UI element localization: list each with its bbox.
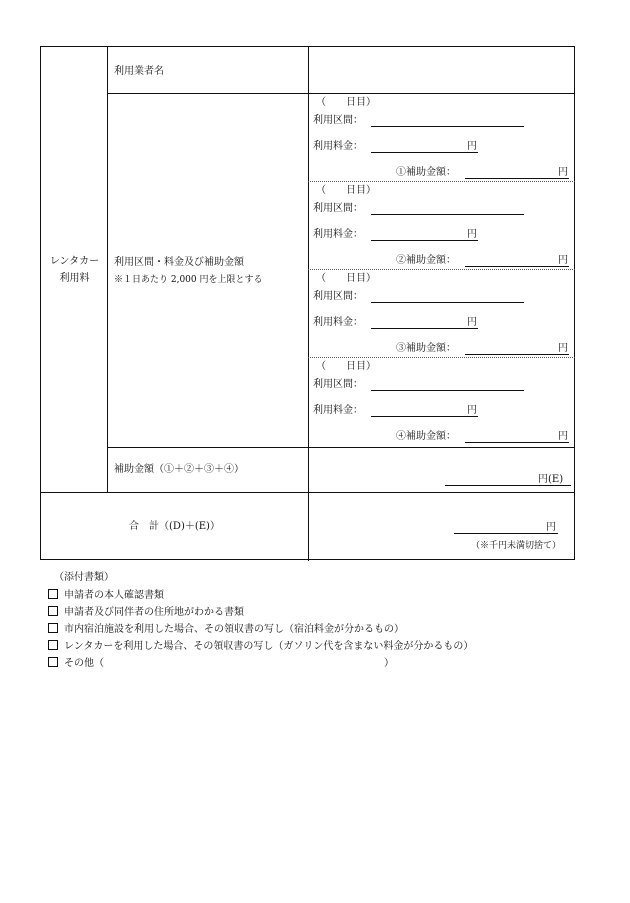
category-label-line1: レンタカー [49, 256, 100, 267]
route-input-line[interactable] [371, 390, 524, 391]
route-input-line[interactable] [371, 214, 524, 215]
subsidy-input-line[interactable] [465, 442, 569, 443]
row-divider-total [41, 492, 575, 493]
category-label [41, 253, 108, 287]
route-label: 利用区間： [313, 379, 363, 390]
day-divider-1 [308, 181, 575, 182]
subtotal-unit: 円(E) [538, 474, 564, 485]
section-label: 利用区間・料金及び補助金額 [114, 257, 244, 268]
subsidy-input-line[interactable] [465, 178, 569, 179]
subsidy-label: ②補助金額： [396, 255, 456, 266]
attachment-item-label: 申請者の本人確認書類 [64, 590, 164, 601]
value-column-divider [308, 47, 309, 561]
fare-unit: 円 [467, 317, 477, 328]
subsidy-label: ④補助金額： [396, 431, 456, 442]
route-label: 利用区間： [313, 115, 363, 126]
attachment-item-label: その他（ ） [64, 658, 394, 669]
day-label: （ 日目） [316, 97, 376, 108]
total-label: 合 計（(D)＋(E)） [129, 521, 220, 532]
attachment-item[interactable] [48, 623, 404, 636]
fare-unit: 円 [467, 229, 477, 240]
checkbox[interactable] [48, 640, 58, 650]
category-label-line2: 利用料 [59, 273, 90, 284]
route-label: 利用区間： [313, 291, 363, 302]
subsidy-label: ③補助金額： [396, 343, 456, 354]
fare-label: 利用料金： [313, 229, 363, 240]
fare-unit: 円 [467, 141, 477, 152]
checkbox[interactable] [48, 606, 58, 616]
route-input-line[interactable] [371, 126, 524, 127]
attachments-heading: （添付書類） [54, 572, 114, 583]
operator-input[interactable] [309, 48, 574, 92]
subsidy-unit: 円 [558, 255, 568, 266]
attachment-item[interactable] [48, 657, 394, 670]
row-divider-subtotal [107, 447, 575, 448]
day-label: （ 日目） [316, 361, 376, 372]
fare-label: 利用料金： [313, 141, 363, 152]
day-label: （ 日目） [316, 185, 376, 196]
fare-label: 利用料金： [313, 405, 363, 416]
attachment-item-label: 申請者及び同伴者の住所地がわかる書類 [64, 607, 244, 618]
checkbox[interactable] [48, 623, 58, 633]
attachment-item[interactable] [48, 589, 164, 602]
subsidy-unit: 円 [558, 343, 568, 354]
checkbox[interactable] [48, 657, 58, 667]
day-label: （ 日目） [316, 273, 376, 284]
subsidy-input-line[interactable] [465, 266, 569, 267]
attachment-item[interactable] [48, 606, 244, 619]
day-divider-2 [308, 269, 575, 270]
rental-car-form-table [40, 46, 575, 560]
attachment-item-label: 市内宿泊施設を利用した場合、その領収書の写し（宿泊料金が分かるもの） [64, 624, 404, 635]
operator-label: 利用業者名 [114, 66, 164, 77]
subsidy-unit: 円 [558, 167, 568, 178]
subtotal-label: 補助金額（①＋②＋③＋④） [114, 464, 244, 475]
fare-input-line[interactable] [371, 328, 478, 329]
attachment-item[interactable] [48, 640, 473, 653]
fare-input-line[interactable] [371, 240, 478, 241]
total-note: （※千円未満切捨て） [471, 541, 562, 551]
fare-input-line[interactable] [371, 416, 478, 417]
attachment-item-label: レンタカーを利用した場合、その領収書の写し（ガソリン代を含まない料金が分かるもの） [64, 641, 474, 652]
subsidy-unit: 円 [558, 431, 568, 442]
fare-label: 利用料金： [313, 317, 363, 328]
route-label: 利用区間： [313, 203, 363, 214]
fare-unit: 円 [467, 405, 477, 416]
total-input-line[interactable] [454, 533, 558, 534]
day-divider-3 [308, 357, 575, 358]
subsidy-input-line[interactable] [465, 354, 569, 355]
fare-input-line[interactable] [371, 152, 478, 153]
row-divider-operator [107, 93, 575, 94]
total-unit: 円 [546, 522, 556, 533]
checkbox[interactable] [48, 589, 58, 599]
subsidy-label: ①補助金額： [396, 167, 456, 178]
route-input-line[interactable] [371, 302, 524, 303]
section-note: ※１日あたり 2,000 円を上限とする [114, 275, 263, 285]
